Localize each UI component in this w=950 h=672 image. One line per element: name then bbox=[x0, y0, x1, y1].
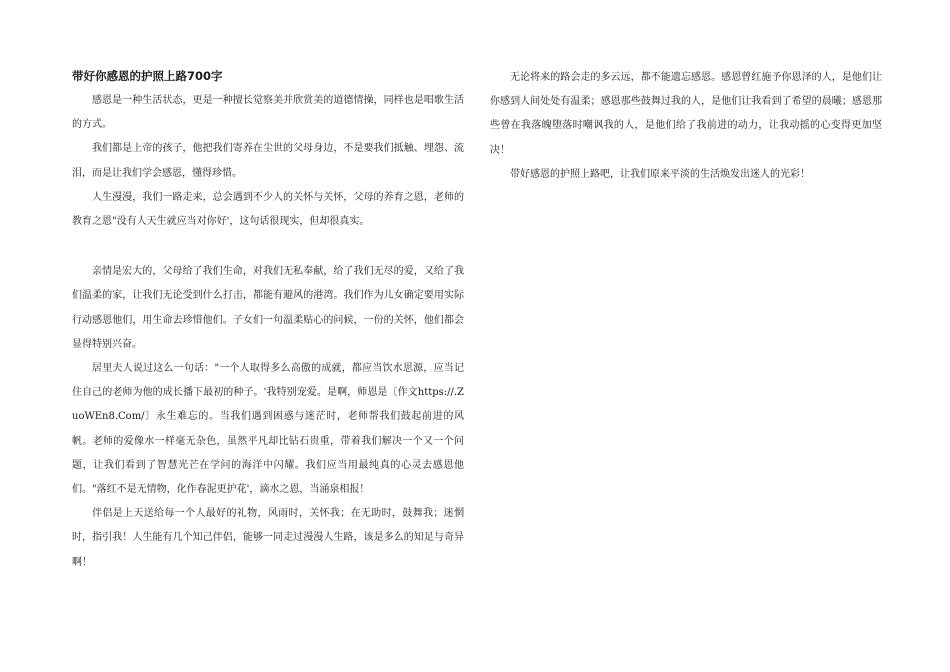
paragraph-life-journey: 人生漫漫，我们一路走来，总会遇到不少人的关怀与关怀，父母的养育之恩，老师的教育之恩"没有人天生就应当对你好'，这句话很现实，但却很真实。 bbox=[72, 191, 464, 228]
document-title: 带好你感恩的护照上路700字 bbox=[72, 69, 223, 83]
paragraph-family-love: 亲情是宏大的，父母给了我们生命，对我们无私奉献，给了我们无尽的爱，又给了我们温柔的家，让我们无论受到什么打击，都能有避风的港湾。我们作为儿女确定要用实际行动感恩他们，用生命去珍惜他们。子女们一句温柔贴心的问候，一份的关怀，他们都会显得特别兴奋。 bbox=[72, 266, 464, 350]
paragraph-conclusion: 带好感恩的护照上路吧，让我们原来平淡的生活焕发出迷人的光彩！ bbox=[510, 168, 810, 180]
paragraph-gratitude-definition: 感恩是一种生活状态，更是一种擅长觉察美并欣赏美的道德情操，同样也是唱歌生活的方式。 bbox=[72, 95, 464, 131]
left-column bbox=[72, 66, 464, 575]
right-column bbox=[490, 66, 882, 187]
paragraph-companion: 伴侣是上天送给每一个人最好的礼物，风雨时，关怀我；在无助时，鼓舞我；迷惘时，指引我！人生能有几个知己伴侣，能够一同走过漫漫人生路，该是多么的知足与奇异啊！ bbox=[72, 508, 464, 568]
paragraph-teacher-gratitude: 居里夫人说过这么一句话："一个人取得多么高傲的成就，都应当饮水思源，应当记住自己的老师为他的成长播下最初的种子。'我特别宠爱。是啊，师恩是〔作文https://.ZuoWEn8.Com/〕永生难忘的。当我们遇到困惑与迷茫时，老师帮我们鼓起前进的风帆。老师的爱像水一样毫无杂色，虽然平凡却比钻石贵重，带着我们解决一个又一个问题，让我们看到了智慧光芒在学问的海洋中闪耀。我们应当用最纯真的心灵去感恩他们。"落红不是无情物，化作春泥更护花'，滴水之恩，当涌泉相报！ bbox=[72, 363, 464, 496]
section-gap bbox=[72, 234, 464, 260]
paragraph-children-of-god: 我们都是上帝的孩子，他把我们寄养在尘世的父母身边，不是要我们抵触、埋怨、流泪，而是让我们学会感恩，懂得珍惜。 bbox=[72, 143, 464, 179]
paragraph-never-forget-gratitude: 无论将来的路会走的多云远，都不能遗忘感恩。感恩曾红施予你恩泽的人，是他们让你感到人间处处有温柔；感恩那些鼓舞过我的人，是他们让我看到了希望的晨曦；感恩那些曾在我落魄堕落时嘲讽我的人，是他们给了我前进的动力，让我动摇的心变得更加坚决！ bbox=[490, 72, 882, 156]
